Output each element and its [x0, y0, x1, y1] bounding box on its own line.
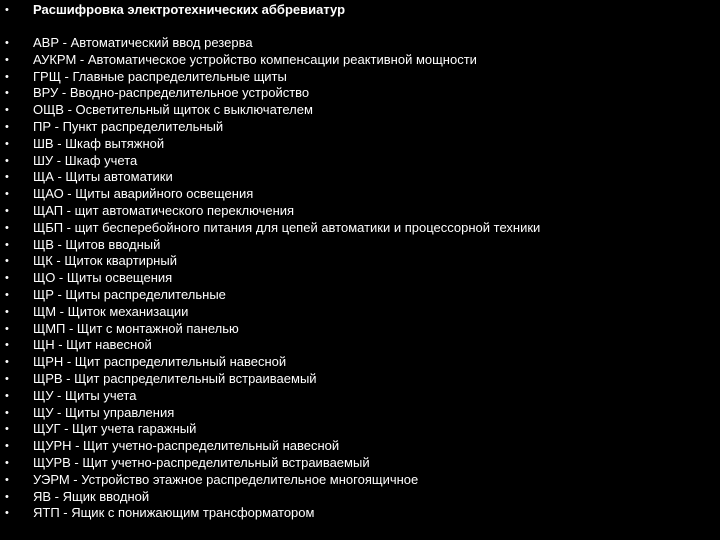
- bullet-icon: •: [5, 255, 9, 268]
- abbreviation-text: ЩУ - Щиты учета: [33, 387, 137, 403]
- bullet-icon: •: [5, 490, 9, 503]
- abbreviation-text: ЯВ - Ящик вводной: [33, 488, 150, 504]
- list-item: [0, 186, 720, 203]
- bullet-icon: •: [5, 423, 9, 436]
- abbreviation-text: ВРУ - Вводно-распределительное устройство: [33, 85, 310, 101]
- abbreviation-text: ЩК - Щиток квартирный: [33, 253, 177, 269]
- list-item: [0, 321, 720, 338]
- abbreviation-text: АУКРМ - Автоматическое устройство компенсации реактивной мощности: [33, 51, 477, 67]
- list-item: [0, 69, 720, 86]
- abbreviation-list: [0, 35, 720, 522]
- abbreviation-text: ЩРВ - Щит распределительный встраиваемый: [33, 370, 317, 386]
- bullet-icon: •: [5, 238, 9, 251]
- list-item: [0, 455, 720, 472]
- list-item: [0, 35, 720, 52]
- title-row: [0, 1, 720, 19]
- list-item: [0, 505, 720, 522]
- bullet-icon: •: [5, 37, 9, 49]
- list-item: [0, 472, 720, 489]
- bullet-icon: •: [5, 4, 9, 16]
- bullet-icon: •: [5, 70, 9, 83]
- list-item: [0, 253, 720, 270]
- list-item: [0, 438, 720, 455]
- list-item: [0, 119, 720, 136]
- abbreviation-text: ЩУ - Щиты управления: [33, 404, 175, 420]
- abbreviation-text: ЩБП - щит бесперебойного питания для цепей автоматики и процессорной техники: [33, 219, 541, 235]
- slide-title: Расшифровка электротехнических аббревиатур: [33, 2, 346, 17]
- list-item: [0, 287, 720, 304]
- bullet-icon: •: [5, 272, 9, 285]
- abbreviation-text: ЩМП - Щит с монтажной панелью: [33, 320, 239, 336]
- list-item: [0, 169, 720, 186]
- abbreviation-text: ЩВ - Щитов вводный: [33, 236, 161, 252]
- bullet-icon: •: [5, 473, 9, 486]
- abbreviation-text: ШВ - Шкаф вытяжной: [33, 135, 165, 151]
- abbreviation-text: ЩА - Щиты автоматики: [33, 169, 173, 185]
- bullet-icon: •: [5, 288, 9, 301]
- bullet-icon: •: [5, 339, 9, 352]
- list-item: [0, 388, 720, 405]
- bullet-icon: •: [5, 322, 9, 335]
- abbreviation-text: ЩУГ - Щит учета гаражный: [33, 421, 197, 437]
- abbreviation-text: ЩАП - щит автоматического переключения: [33, 202, 295, 218]
- bullet-icon: •: [5, 188, 9, 201]
- bullet-icon: •: [5, 120, 9, 133]
- bullet-icon: •: [5, 372, 9, 385]
- list-item: [0, 371, 720, 388]
- list-item: [0, 304, 720, 321]
- list-item: [0, 203, 720, 220]
- list-item: [0, 237, 720, 254]
- abbreviation-text: ОЩВ - Осветительный щиток с выключателем: [33, 102, 313, 118]
- list-item: [0, 220, 720, 237]
- abbreviation-text: АВР - Автоматический ввод резерва: [33, 35, 253, 50]
- bullet-icon: •: [5, 389, 9, 402]
- abbreviation-text: ПР - Пункт распределительный: [33, 118, 224, 134]
- list-item: [0, 337, 720, 354]
- abbreviation-text: ЩРН - Щит распределительный навесной: [33, 354, 287, 370]
- list-item: [0, 52, 720, 69]
- list-item: [0, 421, 720, 438]
- bullet-icon: •: [5, 204, 9, 217]
- list-item: [0, 153, 720, 170]
- bullet-icon: •: [5, 171, 9, 184]
- bullet-icon: •: [5, 507, 9, 520]
- list-item: [0, 102, 720, 119]
- list-item: [0, 354, 720, 371]
- abbreviation-text: ГРЩ - Главные распределительные щиты: [33, 68, 287, 84]
- abbreviation-text: ЩР - Щиты распределительные: [33, 286, 226, 302]
- abbreviation-text: УЭРМ - Устройство этажное распределительное многоящичное: [33, 471, 419, 487]
- bullet-icon: •: [5, 221, 9, 234]
- abbreviation-text: ЩН - Щит навесной: [33, 337, 152, 353]
- list-item: [0, 85, 720, 102]
- abbreviation-text: ШУ - Шкаф учета: [33, 152, 138, 168]
- bullet-icon: •: [5, 53, 9, 66]
- list-item: [0, 136, 720, 153]
- list-item: [0, 270, 720, 287]
- abbreviation-text: ЩУРН - Щит учетно-распределительный навесной: [33, 438, 340, 454]
- bullet-icon: •: [5, 137, 9, 150]
- abbreviation-text: ЩАО - Щиты аварийного освещения: [33, 186, 254, 202]
- bullet-icon: •: [5, 154, 9, 167]
- abbreviation-text: ЩО - Щиты освещения: [33, 270, 173, 286]
- abbreviation-text: ЯТП - Ящик с понижающим трансформатором: [33, 505, 315, 521]
- abbreviation-text: ЩУРВ - Щит учетно-распределительный встраиваемый: [33, 454, 370, 470]
- bullet-icon: •: [5, 456, 9, 469]
- bullet-icon: •: [5, 104, 9, 117]
- bullet-icon: •: [5, 440, 9, 453]
- bullet-icon: •: [5, 305, 9, 318]
- bullet-icon: •: [5, 356, 9, 369]
- bullet-icon: •: [5, 87, 9, 100]
- abbreviation-text: ЩМ - Щиток механизации: [33, 303, 189, 319]
- list-item: [0, 489, 720, 506]
- list-item: [0, 405, 720, 422]
- bullet-icon: •: [5, 406, 9, 419]
